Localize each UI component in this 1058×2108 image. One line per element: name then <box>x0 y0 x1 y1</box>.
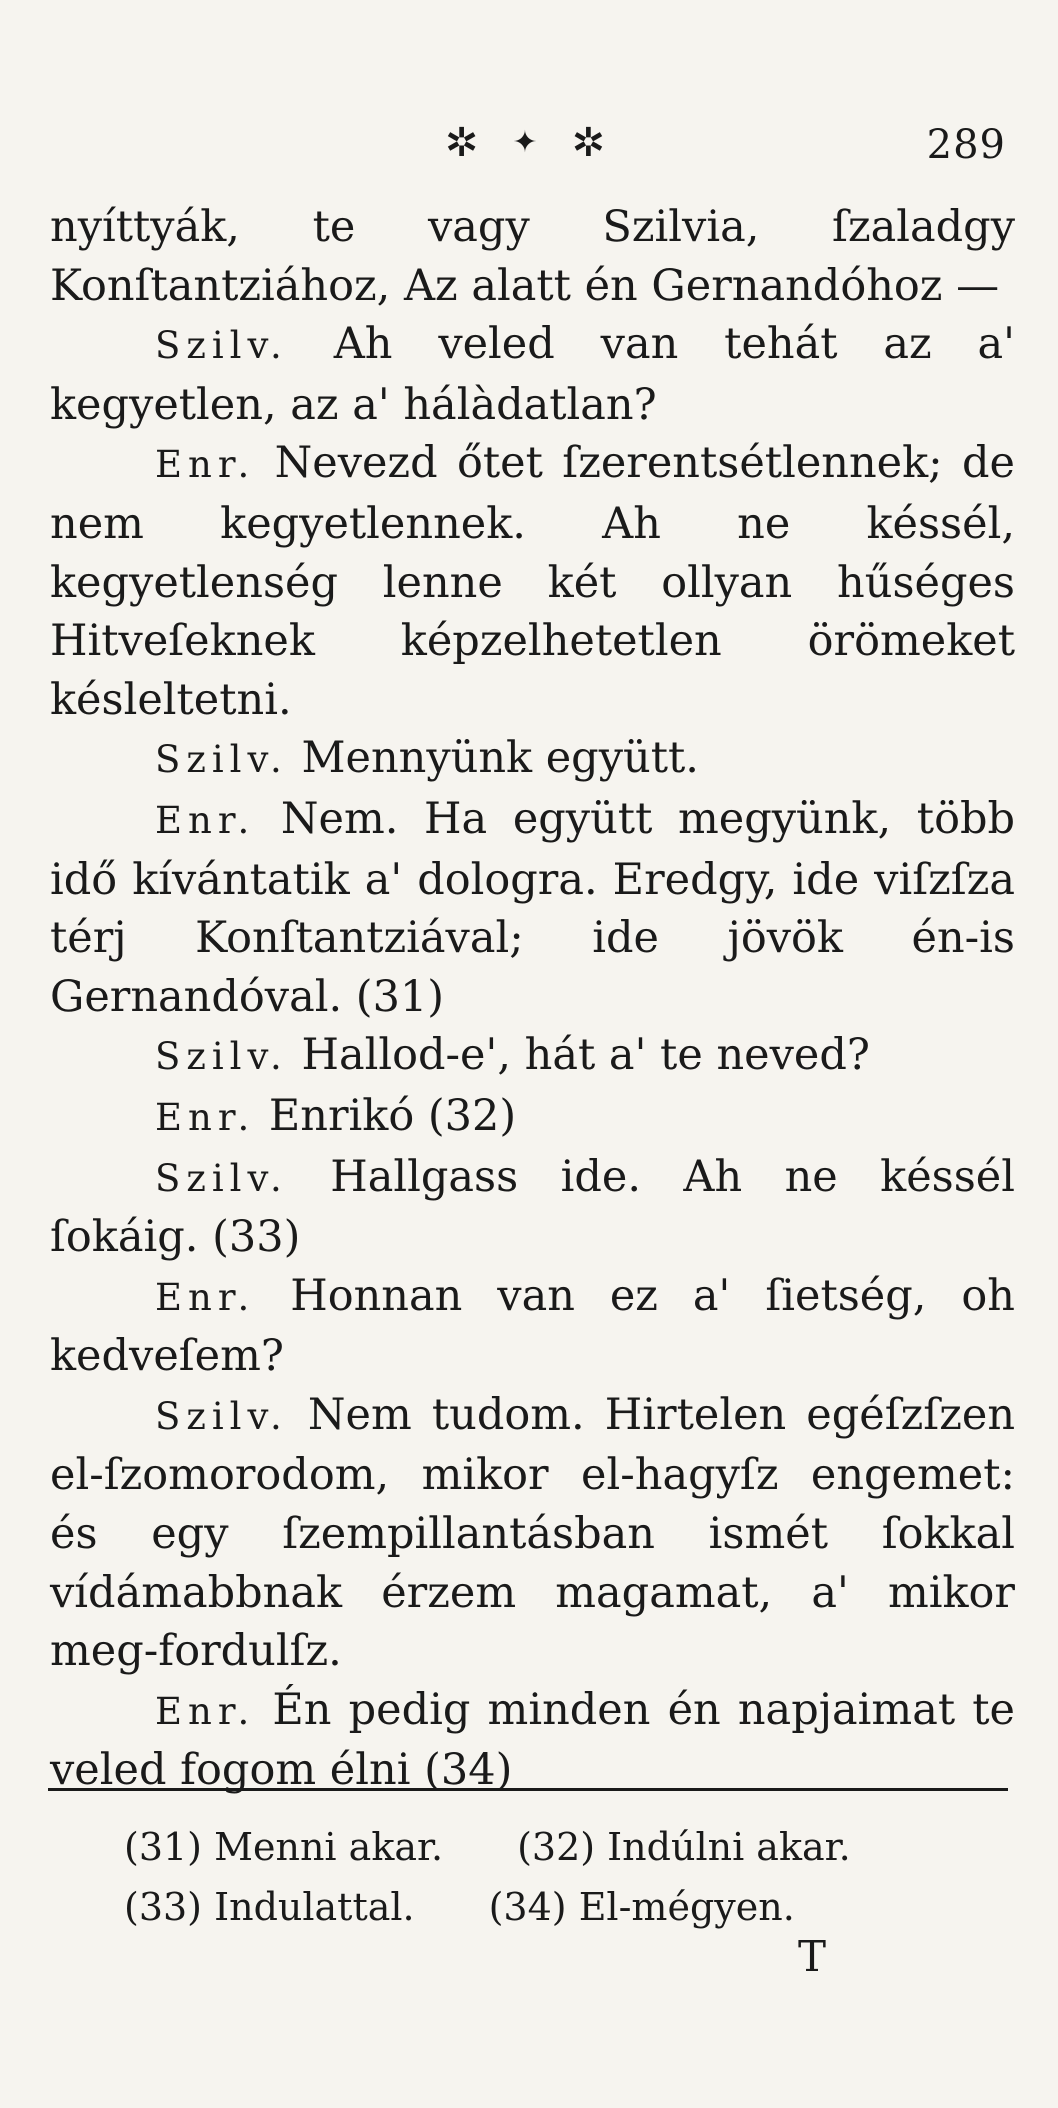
speaker-label: Szilv. <box>155 324 288 368</box>
speaker-label: Enr. <box>155 1095 256 1139</box>
paragraph-text: Ah veled van tehát az a' kegyetlen, az a' hálàdatlan? <box>50 319 1016 430</box>
dialogue-text <box>50 198 1015 1800</box>
footnote-31: (31) Menni akar. <box>124 1825 444 1869</box>
paragraph-4 <box>50 790 1015 1026</box>
paragraph-1 <box>50 315 1015 434</box>
footnote-32: (32) Indúlni akar. <box>517 1825 851 1869</box>
footnotes <box>48 1788 1008 1937</box>
footnote-34: (34) El-mégyen. <box>488 1885 795 1929</box>
header-ornament <box>385 118 665 168</box>
signature-mark: T <box>798 1932 827 1981</box>
paragraph-7 <box>50 1148 1015 1267</box>
paragraph-text: Nevezd őtet ſzerentsétlennek; de nem kegyetlennek. Ah ne késsél, kegyetlenség lenne két ollyan hűséges Hitveſeknek képzelhetetlen örömeket késleltetni. <box>50 438 1016 725</box>
paragraph-text: nyíttyák, te vagy Szilvia, ſzaladgy Konſtantziához, Az alatt én Gernandóhoz — <box>50 202 1015 311</box>
paragraph-0 <box>50 198 1015 315</box>
paragraph-text: Hallod-e', hát a' te neved? <box>301 1030 870 1081</box>
speaker-label: Enr. <box>155 1689 256 1733</box>
speaker-label: Enr. <box>155 798 256 842</box>
speaker-label: Szilv. <box>155 1156 288 1200</box>
paragraph-text: Honnan van ez a' ſietség, oh kedveſem? <box>50 1270 1015 1382</box>
page-number: 289 <box>926 122 1006 168</box>
ornament-center-icon: ✦ <box>512 125 538 160</box>
paragraph-10 <box>50 1681 1015 1800</box>
paragraph-text: Enrikó (32) <box>268 1090 517 1141</box>
paragraph-text: Mennyünk együtt. <box>301 733 699 784</box>
footnote-33: (33) Indulattal. <box>124 1885 415 1929</box>
speaker-label: Szilv. <box>155 738 288 782</box>
paragraph-text: Én pedig minden én napjaimat te veled fogom élni (34) <box>50 1684 1015 1796</box>
ornament-right-icon: ✲ <box>571 120 606 166</box>
paragraph-6 <box>50 1087 1015 1148</box>
speaker-label: Szilv. <box>155 1394 288 1438</box>
speaker-label: Enr. <box>155 1275 256 1319</box>
paragraph-text: Nem. Ha együtt megyünk, több idő kívántatik a' dologra. Eredgy, ide viſzſza térj Konſtantziával; ide jövök én-is Gernandóval. (31) <box>50 793 1016 1022</box>
footnote-row <box>48 1877 1008 1937</box>
paragraph-text: Hallgass ide. Ah ne késsél ſokáig. (33) <box>50 1151 1016 1263</box>
paragraph-3 <box>50 729 1015 790</box>
speaker-label: Enr. <box>155 443 256 487</box>
ornament-left-icon: ✲ <box>444 120 479 166</box>
paragraph-2 <box>50 434 1015 729</box>
speaker-label: Szilv. <box>155 1035 288 1079</box>
paragraph-5 <box>50 1026 1015 1087</box>
paragraph-8 <box>50 1267 1015 1386</box>
paragraph-text: Nem tudom. Hirtelen egéſzſzen el-ſzomorodom, mikor el-hagyſz engemet: és egy ſzempillantásban ismét ſokkal vídámabbnak érzem magamat, a' mikor meg-fordulſz. <box>50 1389 1016 1677</box>
paragraph-9 <box>50 1386 1015 1681</box>
footnote-row <box>48 1817 1008 1877</box>
